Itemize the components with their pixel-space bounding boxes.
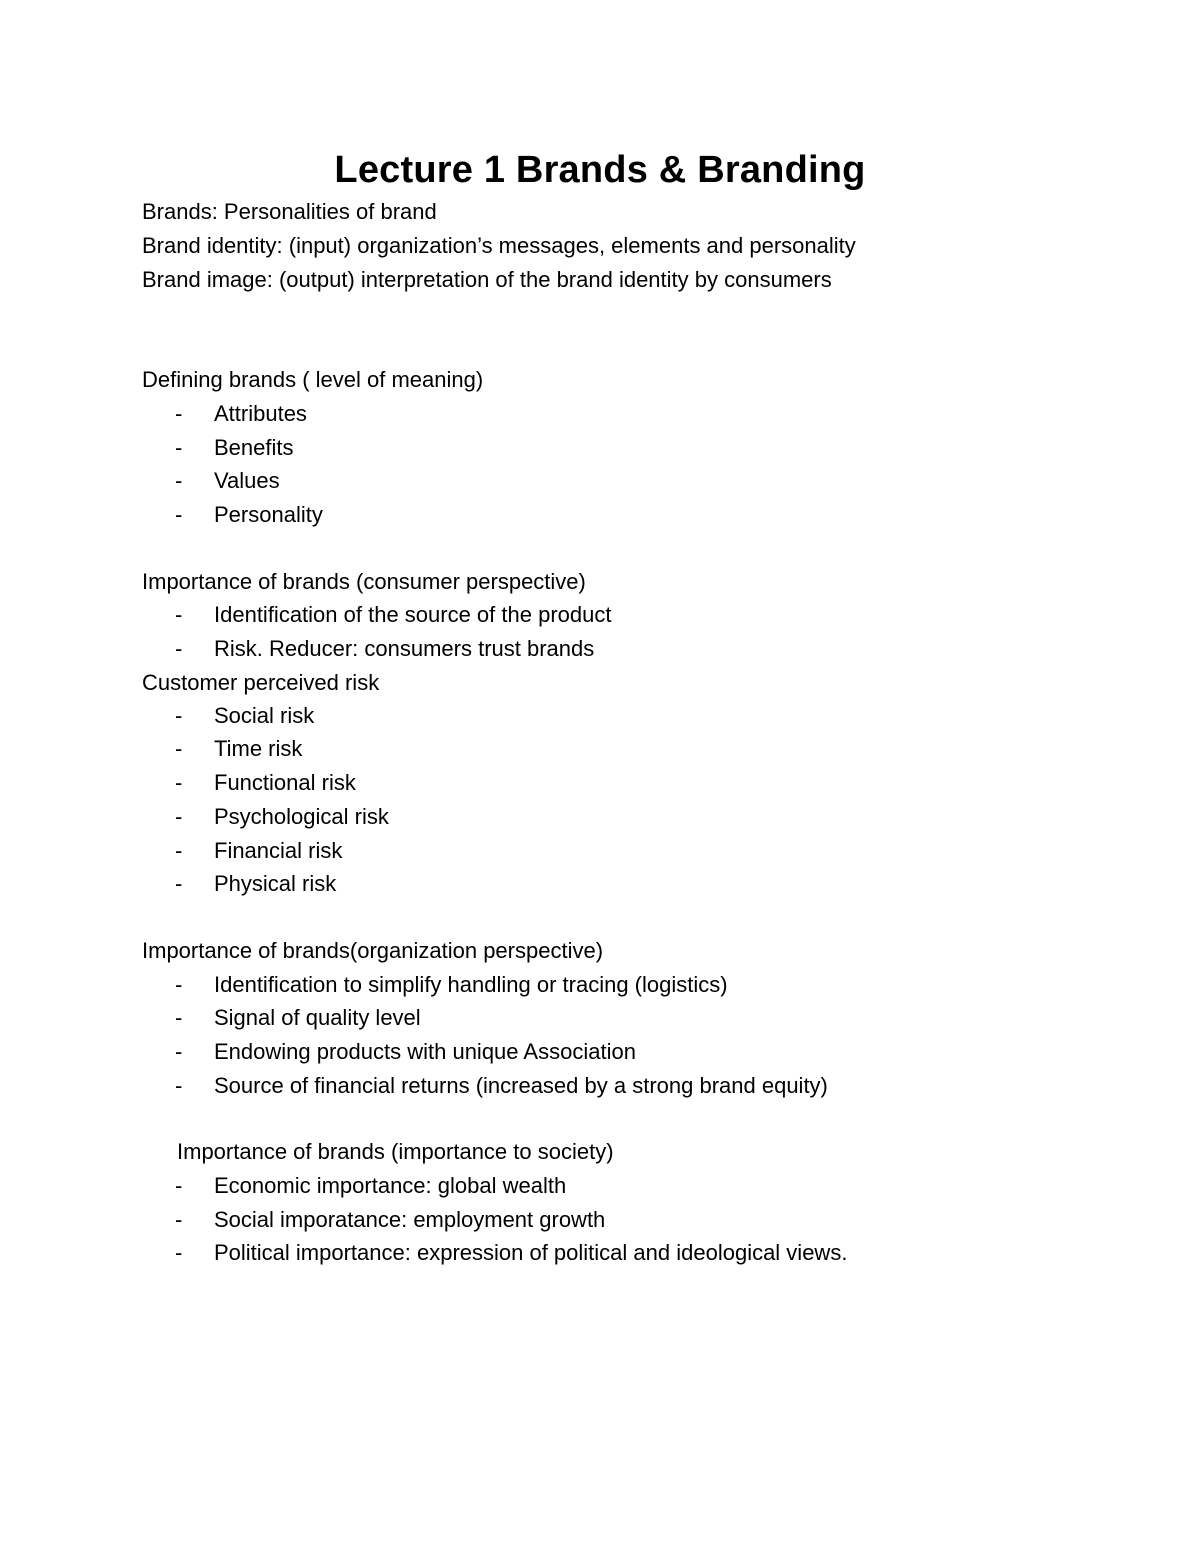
- list-item: - Signal of quality level: [175, 1005, 421, 1030]
- list-item: - Values: [175, 468, 280, 493]
- list-item: - Psychological risk: [175, 804, 389, 829]
- list-item: - Attributes: [175, 401, 307, 426]
- list-item: - Identification to simplify handling or tracing (logistics): [175, 972, 728, 997]
- list-item: - Time risk: [175, 736, 303, 761]
- section-heading-risk: Customer perceived risk: [142, 670, 380, 695]
- list-item: - Economic importance: global wealth: [175, 1173, 567, 1198]
- list-item: - Financial risk: [175, 838, 343, 863]
- intro-line-brands: Brands: Personalities of brand: [142, 199, 437, 224]
- list-item: - Personality: [175, 502, 323, 527]
- list-item: - Physical risk: [175, 871, 337, 896]
- list-item: - Social imporatance: employment growth: [175, 1207, 606, 1232]
- list-item: - Endowing products with unique Association: [175, 1039, 636, 1064]
- section-heading-defining: Defining brands ( level of meaning): [142, 367, 484, 392]
- intro-line-brand-image: Brand image: (output) interpretation of the brand identity by consumers: [142, 267, 832, 292]
- list-item: - Benefits: [175, 435, 294, 460]
- page-title: Lecture 1 Brands & Branding: [334, 149, 866, 191]
- intro-line-brand-identity: Brand identity: (input) organization’s messages, elements and personality: [142, 233, 856, 258]
- list-item: - Functional risk: [175, 770, 356, 795]
- list-item: - Risk. Reducer: consumers trust brands: [175, 636, 595, 661]
- section-heading-consumer: Importance of brands (consumer perspective): [142, 569, 586, 594]
- section-heading-society: Importance of brands (importance to society): [177, 1139, 614, 1164]
- list-item: - Source of financial returns (increased by a strong brand equity): [175, 1073, 828, 1098]
- list-item: - Social risk: [175, 703, 315, 728]
- list-item: - Identification of the source of the product: [175, 602, 612, 627]
- list-item: - Political importance: expression of political and ideological views.: [175, 1240, 848, 1265]
- section-heading-organization: Importance of brands(organization perspective): [142, 938, 604, 963]
